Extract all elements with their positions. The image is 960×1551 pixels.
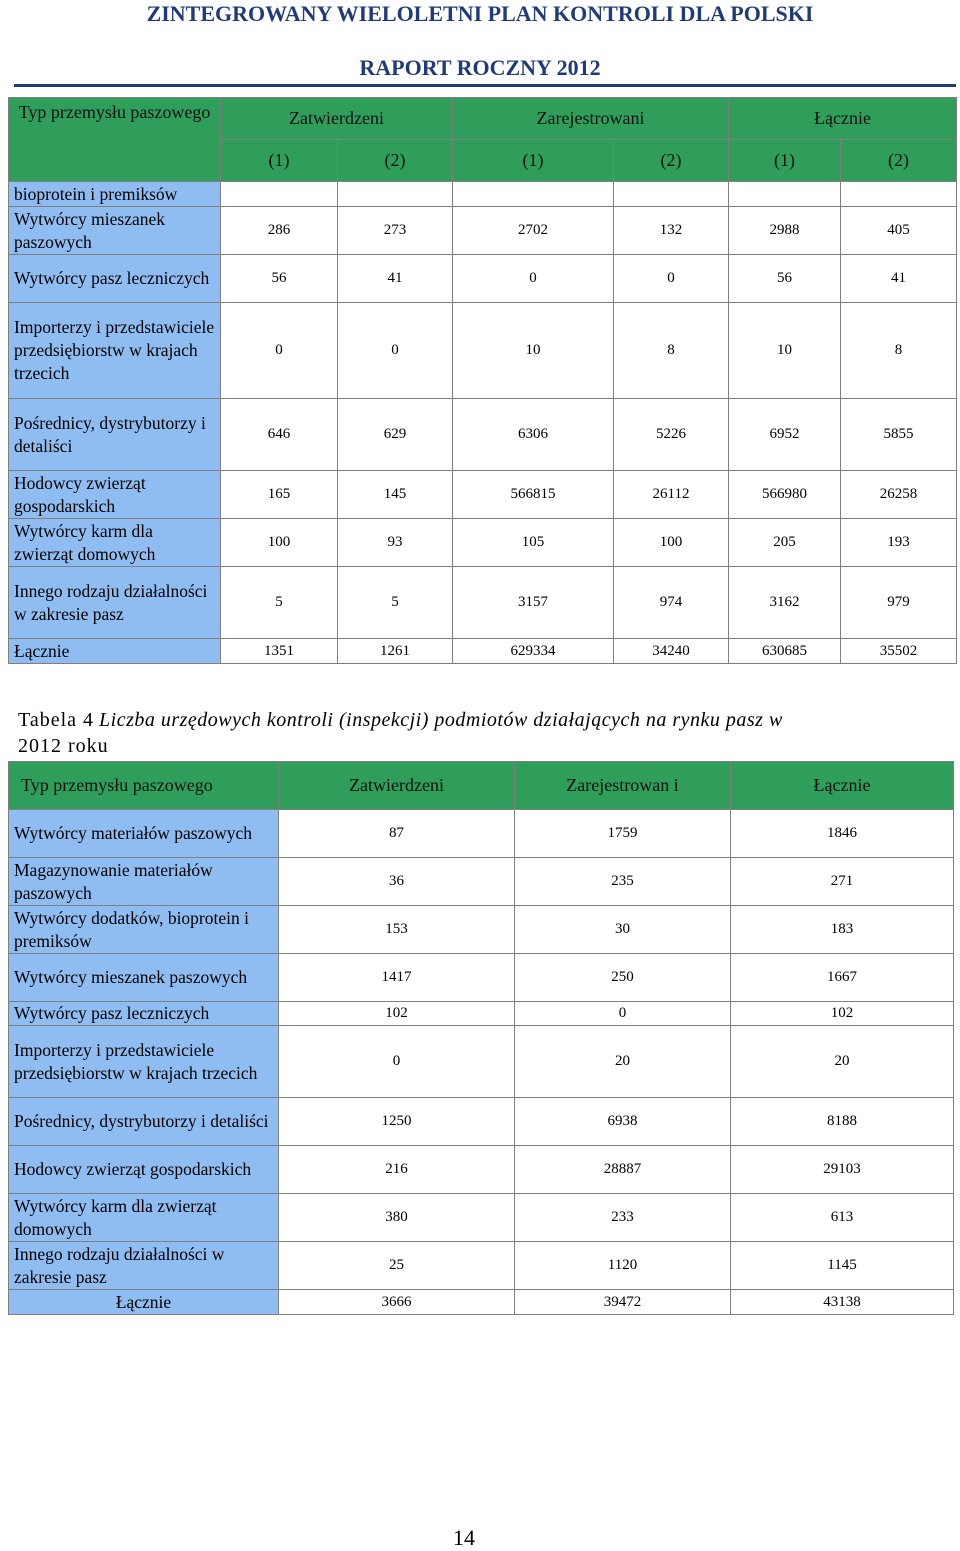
cell: 250 (515, 954, 731, 1002)
cell: 3666 (279, 1290, 515, 1315)
cell: 93 (338, 519, 453, 567)
cell: 8188 (731, 1098, 954, 1146)
cell: 29103 (731, 1146, 954, 1194)
table-row (9, 519, 957, 567)
total-row (9, 639, 957, 664)
table-row (9, 182, 957, 207)
cell: 28887 (515, 1146, 731, 1194)
table-row (9, 207, 957, 255)
table-row (9, 906, 954, 954)
type-header: Typ przemysłu paszowego (9, 762, 279, 810)
cell: 100 (221, 519, 338, 567)
cell: 273 (338, 207, 453, 255)
cell: 6306 (453, 399, 614, 471)
caption-label: Tabela 4 (18, 709, 95, 731)
cell: 193 (841, 519, 957, 567)
corner-header: Typ przemysłu paszowego (9, 98, 221, 182)
row-label: Wytwórcy mieszanek paszowych (9, 207, 221, 255)
row-label: Innego rodzaju działalności w zakresie pasz (9, 1242, 279, 1290)
cell: 39472 (515, 1290, 731, 1315)
row-label: Wytwórcy karm dla zwierząt domowych (9, 519, 221, 567)
cell: 41 (338, 255, 453, 303)
table-row (9, 471, 957, 519)
cell: 0 (221, 303, 338, 399)
cell: 132 (614, 207, 729, 255)
table-row (9, 1098, 954, 1146)
subcol-header: (1) (453, 140, 614, 182)
cell: 35502 (841, 639, 957, 664)
row-label: bioprotein i premiksów (9, 182, 221, 207)
cell: 3162 (729, 567, 841, 639)
cell: 145 (338, 471, 453, 519)
row-label: Wytwórcy mieszanek paszowych (9, 954, 279, 1002)
cell (729, 182, 841, 207)
cell: 20 (731, 1026, 954, 1098)
cell: 25 (279, 1242, 515, 1290)
subcol-header: (1) (221, 140, 338, 182)
cell: 271 (731, 858, 954, 906)
cell: 41 (841, 255, 957, 303)
subcol-header: (2) (841, 140, 957, 182)
table-2 (8, 761, 954, 1315)
total-row (9, 1290, 954, 1315)
cell: 613 (731, 1194, 954, 1242)
caption-text: Liczba urzędowych kontroli (inspekcji) podmiotów działających na rynku pasz w (99, 709, 783, 731)
cell: 0 (614, 255, 729, 303)
cell: 1145 (731, 1242, 954, 1290)
cell: 0 (338, 303, 453, 399)
table-row (9, 303, 957, 399)
row-label: Hodowcy zwierząt gospodarskich (9, 471, 221, 519)
cell: 105 (453, 519, 614, 567)
cell: 183 (731, 906, 954, 954)
cell: 1351 (221, 639, 338, 664)
cell: 0 (453, 255, 614, 303)
report-title: ZINTEGROWANY WIELOLETNI PLAN KONTROLI DLA POLSKI (146, 1, 814, 26)
cell: 10 (453, 303, 614, 399)
cell: 2702 (453, 207, 614, 255)
cell: 153 (279, 906, 515, 954)
cell: 30 (515, 906, 731, 954)
cell: 235 (515, 858, 731, 906)
table-row (9, 1146, 954, 1194)
cell: 5 (221, 567, 338, 639)
cell: 1759 (515, 810, 731, 858)
group-header: Łącznie (729, 98, 957, 140)
cell: 6952 (729, 399, 841, 471)
table-row (9, 1242, 954, 1290)
header-cell: Zarejestrowan i (515, 762, 731, 810)
cell: 0 (279, 1026, 515, 1098)
cell: 566980 (729, 471, 841, 519)
cell: 380 (279, 1194, 515, 1242)
page-number: 14 (453, 1525, 475, 1550)
header-cell: Łącznie (731, 762, 954, 810)
caption-year: 2012 roku (18, 735, 109, 757)
cell (221, 182, 338, 207)
cell: 1261 (338, 639, 453, 664)
row-label: Wytwórcy pasz leczniczych (9, 255, 221, 303)
cell: 56 (221, 255, 338, 303)
row-label: Importerzy i przedstawiciele przedsiębiorstw w krajach trzecich (9, 303, 221, 399)
header-divider (14, 84, 956, 87)
cell: 3157 (453, 567, 614, 639)
cell: 286 (221, 207, 338, 255)
cell: 87 (279, 810, 515, 858)
cell: 0 (515, 1002, 731, 1026)
table-row (9, 1194, 954, 1242)
cell: 233 (515, 1194, 731, 1242)
cell: 974 (614, 567, 729, 639)
cell: 5 (338, 567, 453, 639)
row-label: Wytwórcy karm dla zwierząt domowych (9, 1194, 279, 1242)
cell: 1120 (515, 1242, 731, 1290)
cell: 1250 (279, 1098, 515, 1146)
row-label: Łącznie (9, 1290, 279, 1315)
table-row (9, 810, 954, 858)
row-label: Importerzy i przedstawiciele przedsiębiorstw w krajach trzecich (9, 1026, 279, 1098)
table-row (9, 255, 957, 303)
cell: 100 (614, 519, 729, 567)
cell: 10 (729, 303, 841, 399)
subcol-header: (2) (338, 140, 453, 182)
cell: 34240 (614, 639, 729, 664)
cell: 646 (221, 399, 338, 471)
cell: 566815 (453, 471, 614, 519)
table-row (9, 567, 957, 639)
row-label: Wytwórcy materiałów paszowych (9, 810, 279, 858)
table-row (9, 1002, 954, 1026)
table-caption (18, 707, 953, 759)
cell (453, 182, 614, 207)
subcol-header: (1) (729, 140, 841, 182)
cell: 1417 (279, 954, 515, 1002)
cell: 102 (731, 1002, 954, 1026)
cell: 2988 (729, 207, 841, 255)
cell: 102 (279, 1002, 515, 1026)
cell (338, 182, 453, 207)
row-label: Pośrednicy, dystrybutorzy i detaliści (9, 399, 221, 471)
cell: 20 (515, 1026, 731, 1098)
header-cell: Zatwierdzeni (279, 762, 515, 810)
cell: 405 (841, 207, 957, 255)
row-label: Wytwórcy pasz leczniczych (9, 1002, 279, 1026)
cell: 1846 (731, 810, 954, 858)
cell: 5855 (841, 399, 957, 471)
cell: 630685 (729, 639, 841, 664)
cell: 43138 (731, 1290, 954, 1315)
cell: 6938 (515, 1098, 731, 1146)
cell: 36 (279, 858, 515, 906)
cell (841, 182, 957, 207)
row-label: Łącznie (9, 639, 221, 664)
cell: 629334 (453, 639, 614, 664)
cell: 26112 (614, 471, 729, 519)
subcol-header: (2) (614, 140, 729, 182)
row-label: Pośrednicy, dystrybutorzy i detaliści (9, 1098, 279, 1146)
cell: 629 (338, 399, 453, 471)
table-row (9, 1026, 954, 1098)
report-subtitle: RAPORT ROCZNY 2012 (359, 55, 601, 80)
cell: 216 (279, 1146, 515, 1194)
row-label: Wytwórcy dodatków, bioprotein i premiksów (9, 906, 279, 954)
cell: 165 (221, 471, 338, 519)
row-label: Magazynowanie materiałów paszowych (9, 858, 279, 906)
cell: 1667 (731, 954, 954, 1002)
table-row (9, 858, 954, 906)
row-label: Hodowcy zwierząt gospodarskich (9, 1146, 279, 1194)
group-header: Zarejestrowani (453, 98, 729, 140)
cell: 56 (729, 255, 841, 303)
cell: 26258 (841, 471, 957, 519)
row-label: Innego rodzaju działalności w zakresie pasz (9, 567, 221, 639)
cell (614, 182, 729, 207)
cell: 205 (729, 519, 841, 567)
cell: 8 (841, 303, 957, 399)
table-1 (8, 97, 957, 664)
cell: 8 (614, 303, 729, 399)
table-row (9, 954, 954, 1002)
cell: 5226 (614, 399, 729, 471)
cell: 979 (841, 567, 957, 639)
group-header: Zatwierdzeni (221, 98, 453, 140)
table-row (9, 399, 957, 471)
